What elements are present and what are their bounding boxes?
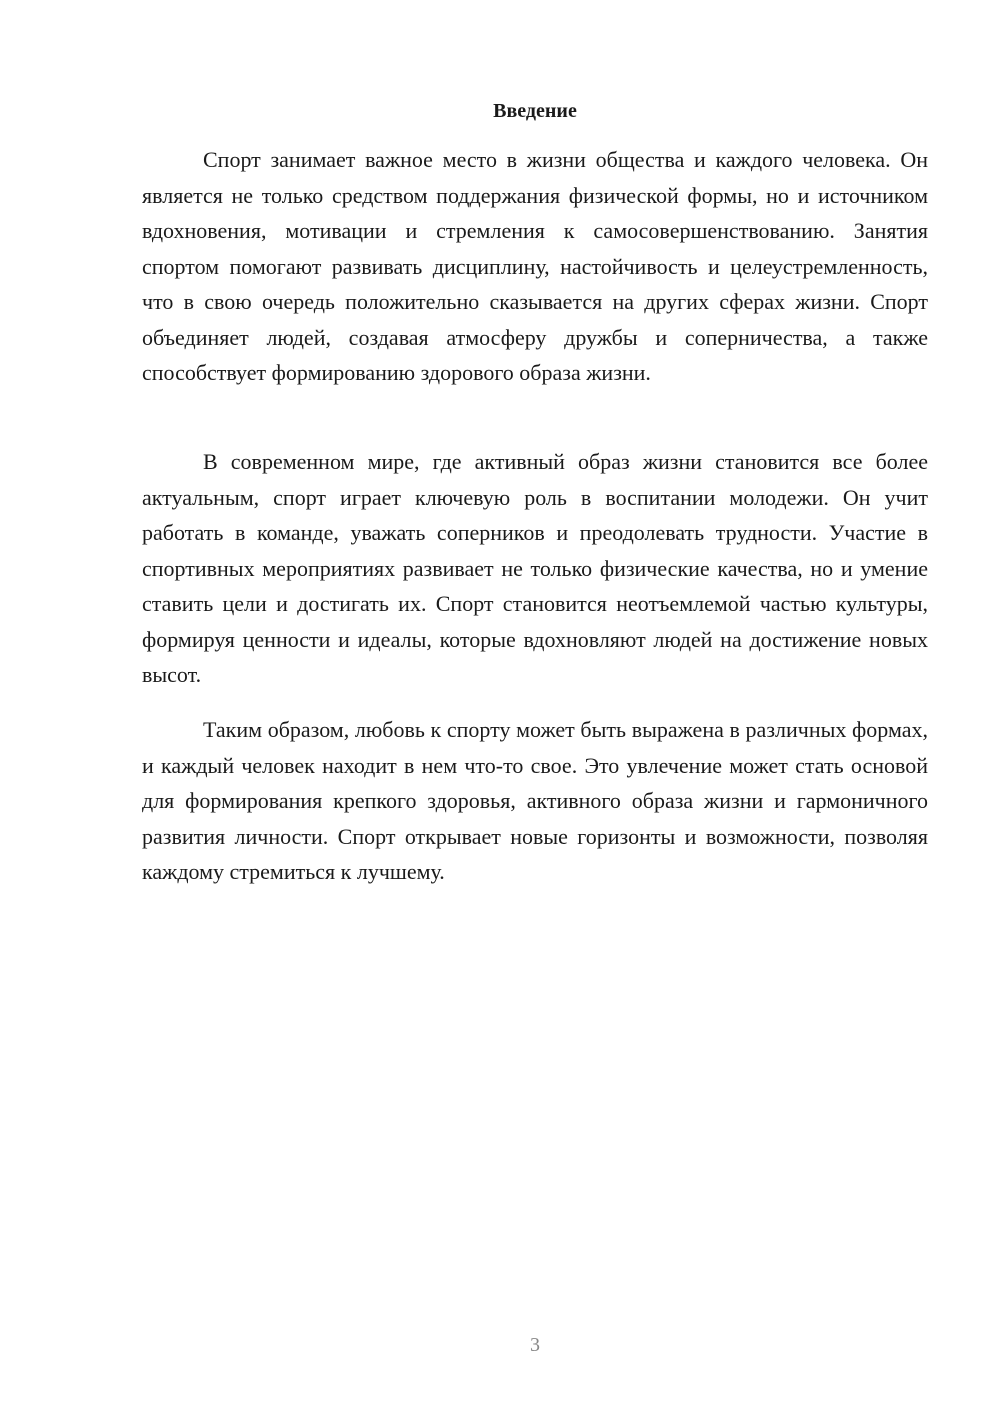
paragraph-3: Таким образом, любовь к спорту может быть выражена в различных формах, и каждый человек находит в нем что-то свое. Это увлечение может стать основой для формирования крепкого здоровья, активного образа жизни и гармоничного развития личности. Спорт открывает новые горизонты и возможности, позволяя каждому стремиться к лучшему. [142,717,928,884]
section-heading: Введение [493,100,577,122]
page-number: 3 [530,1334,540,1356]
paragraph-1: Спорт занимает важное место в жизни общества и каждого человека. Он является не только средством поддержания физической формы, но и источником вдохновения, мотивации и стремления к самосовершенствованию. Занятия спортом помогают развивать дисциплину, настойчивость и целеустремленность, что в свою очередь положительно сказывается на других сферах жизни. Спорт объединяет людей, создавая атмосферу дружбы и соперничества, а также способствует формированию здорового образа жизни. [142,147,928,385]
paragraph-2: В современном мире, где активный образ жизни становится все более актуальным, спорт играет ключевую роль в воспитании молодежи. Он учит работать в команде, уважать соперников и преодолевать трудности. Участие в спортивных мероприятиях развивает не только физические качества, но и умение ставить цели и достигать их. Спорт становится неотъемлемой частью культуры, формируя ценности и идеалы, которые вдохновляют людей на достижение новых высот. [142,449,928,687]
